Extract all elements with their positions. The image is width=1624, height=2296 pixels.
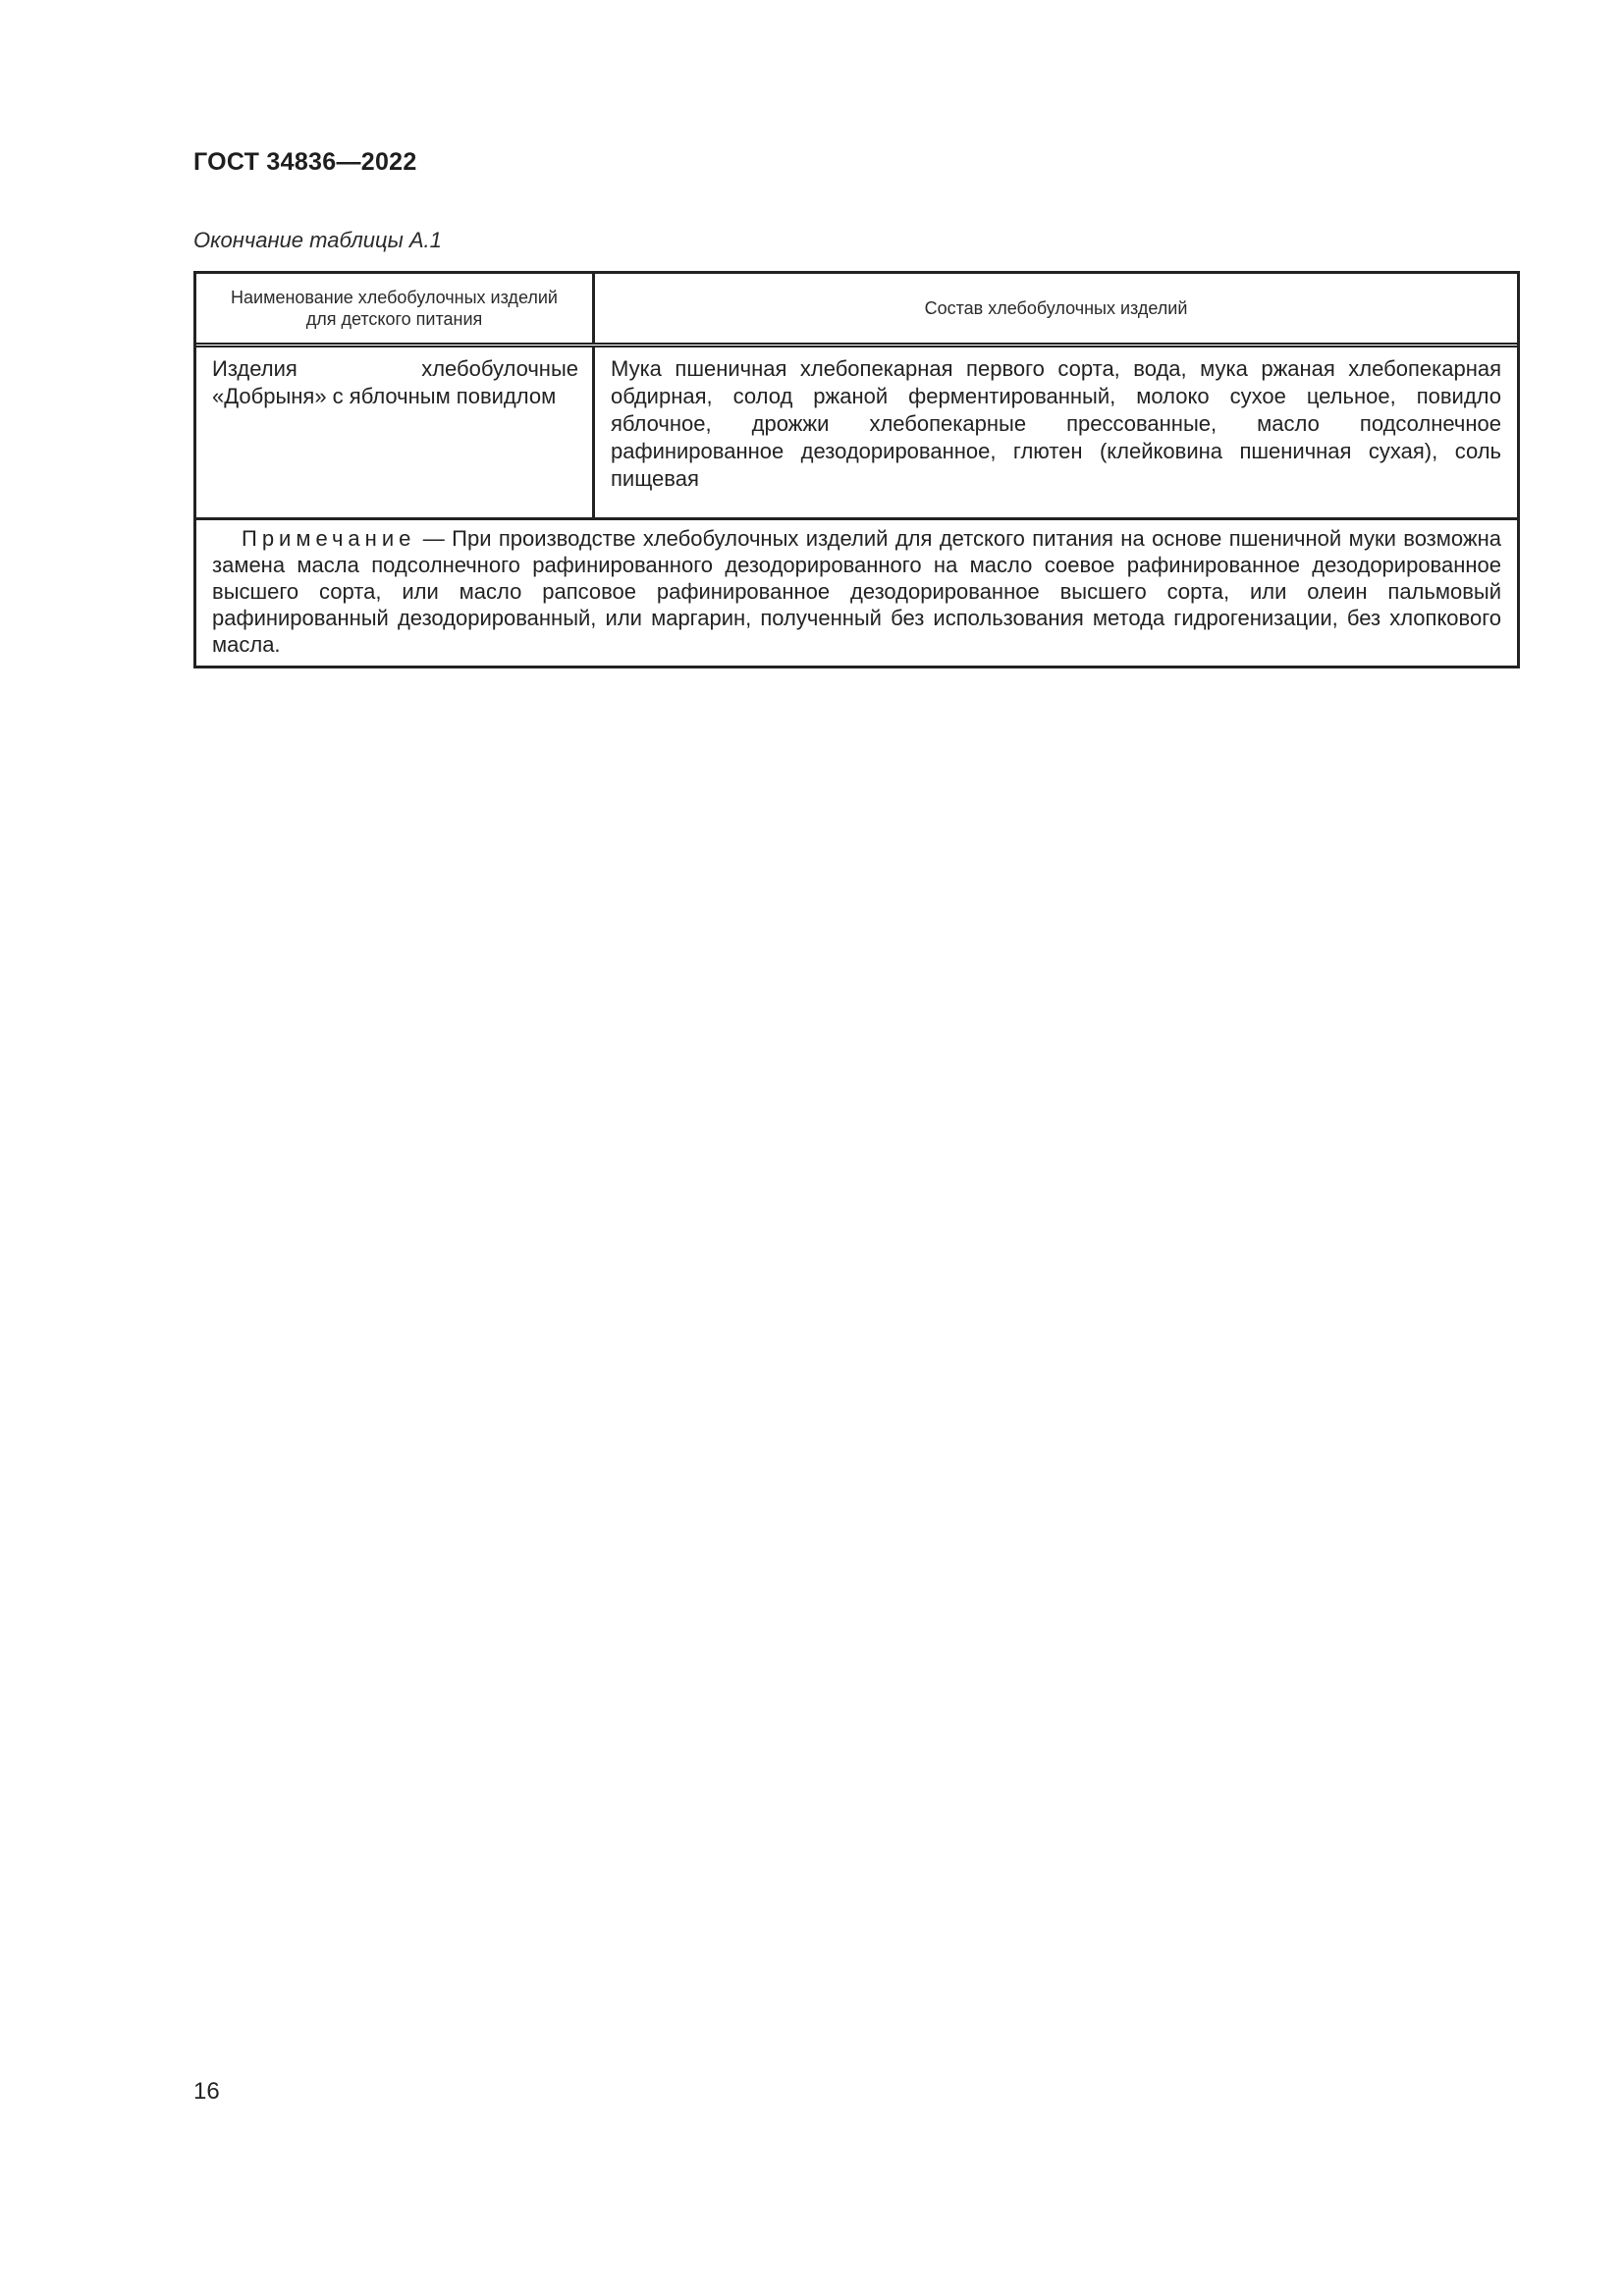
note-label: Примечание [242,526,416,551]
note-paragraph [212,525,1501,658]
column-header-composition: Состав хлебобулочных изделий [924,298,1188,318]
page-number: 16 [193,2078,220,2105]
composition-cell: Мука пшеничная хлебопекарная первого сорта, вода, мука ржаная хлебопекарная обдирная, солод ржаной ферментированный, молоко сухое цельное, повидло яблочное, дрожжи хлебопекарные прессованные, масло подсолнечное рафинированное дезодорированное, глютен (клейковина пшеничная сухая), соль пищевая [611,356,1501,491]
column-header-product-name: Наименование хлебобулочных изделий для детского питания [196,274,595,343]
table-caption: Окончание таблицы А.1 [193,228,442,252]
composition-table [193,271,1520,668]
table-note [196,520,1517,666]
note-text: При производстве хлебобулочных изделий для детского питания на основе пшеничной муки возможна замена масла подсолнечного рафинированного дезодорированного на масло соевое рафинированное дезодорированное высшего сорта, или масло рапсовое рафинированное дезодорированное высшего сорта, или олеин пальмовый рафинированный дезодорированный, или маргарин, полученный без использования метода гидрогенизации, без хлопкового масла. [212,526,1501,657]
product-name-cell: Изделия хлебобулочные «Добрыня» с яблочным повидлом [196,347,595,517]
document-code: ГОСТ 34836—2022 [193,148,417,176]
note-separator: — [415,526,453,551]
table-row [196,347,1517,520]
table-header-row [196,274,1517,347]
